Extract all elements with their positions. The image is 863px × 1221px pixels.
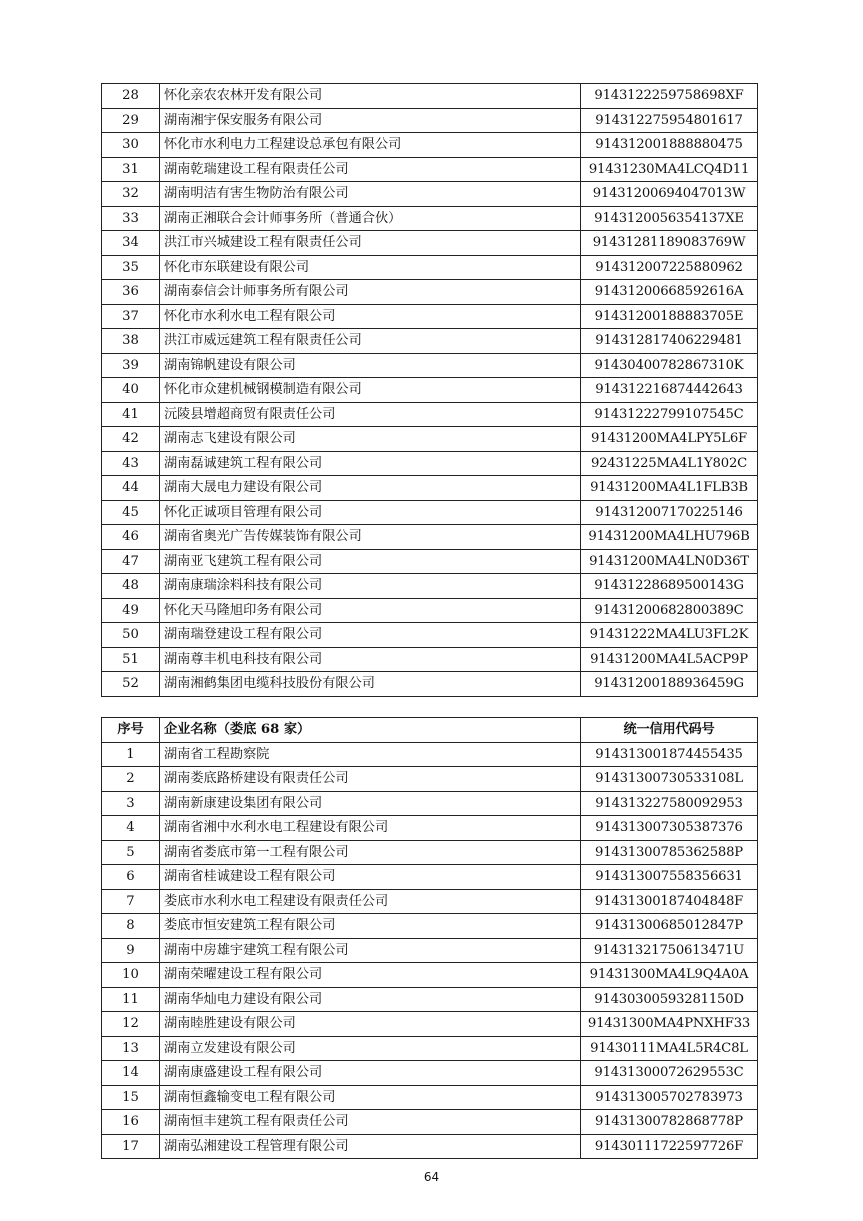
row-company-name: 湖南湘鹤集团电缆科技股份有限公司 bbox=[160, 672, 581, 697]
row-company-name: 怀化市众建机械钢模制造有限公司 bbox=[160, 378, 581, 403]
row-serial: 50 bbox=[102, 623, 160, 648]
row-credit-code: 914313227580092953 bbox=[581, 791, 758, 816]
row-serial: 41 bbox=[102, 402, 160, 427]
row-credit-code: 91430300593281150D bbox=[581, 987, 758, 1012]
table-row bbox=[102, 402, 758, 427]
row-company-name: 湖南磊诚建筑工程有限公司 bbox=[160, 451, 581, 476]
row-serial: 33 bbox=[102, 206, 160, 231]
row-credit-code: 91431200682800389C bbox=[581, 598, 758, 623]
row-company-name: 湖南正湘联合会计师事务所（普通合伙） bbox=[160, 206, 581, 231]
row-company-name: 湖南志飞建设有限公司 bbox=[160, 427, 581, 452]
row-serial: 45 bbox=[102, 500, 160, 525]
header-company-name: 企业名称（娄底 68 家） bbox=[160, 718, 581, 743]
row-serial: 38 bbox=[102, 329, 160, 354]
row-credit-code: 91431200MA4LHU796B bbox=[581, 525, 758, 550]
row-company-name: 湖南明洁有害生物防治有限公司 bbox=[160, 182, 581, 207]
table-row bbox=[102, 133, 758, 158]
row-credit-code: 91431300685012847P bbox=[581, 914, 758, 939]
table-row bbox=[102, 206, 758, 231]
row-serial: 31 bbox=[102, 157, 160, 182]
table-row bbox=[102, 182, 758, 207]
row-serial: 46 bbox=[102, 525, 160, 550]
row-company-name: 湖南睦胜建设有限公司 bbox=[160, 1012, 581, 1037]
row-serial: 2 bbox=[102, 767, 160, 792]
row-serial: 6 bbox=[102, 865, 160, 890]
row-company-name: 湖南瑞登建设工程有限公司 bbox=[160, 623, 581, 648]
row-company-name: 湖南尊丰机电科技有限公司 bbox=[160, 647, 581, 672]
row-serial: 16 bbox=[102, 1110, 160, 1135]
table-row bbox=[102, 963, 758, 988]
row-serial: 28 bbox=[102, 84, 160, 109]
row-company-name: 湖南乾瑞建设工程有限责任公司 bbox=[160, 157, 581, 182]
table-row bbox=[102, 1061, 758, 1086]
table1-body bbox=[102, 84, 758, 697]
row-credit-code: 91431321750613471U bbox=[581, 938, 758, 963]
row-credit-code: 914313005702783973 bbox=[581, 1085, 758, 1110]
row-serial: 52 bbox=[102, 672, 160, 697]
table-row bbox=[102, 914, 758, 939]
table-row bbox=[102, 938, 758, 963]
row-serial: 32 bbox=[102, 182, 160, 207]
table-row bbox=[102, 525, 758, 550]
table-row bbox=[102, 157, 758, 182]
row-credit-code: 91431200MA4LPY5L6F bbox=[581, 427, 758, 452]
row-serial: 7 bbox=[102, 889, 160, 914]
row-credit-code: 92431225MA4L1Y802C bbox=[581, 451, 758, 476]
row-serial: 3 bbox=[102, 791, 160, 816]
row-company-name: 湖南省奥光广告传媒装饰有限公司 bbox=[160, 525, 581, 550]
row-company-name: 湖南荣曜建设工程有限公司 bbox=[160, 963, 581, 988]
row-credit-code: 914313001874455435 bbox=[581, 742, 758, 767]
table-row bbox=[102, 767, 758, 792]
row-company-name: 娄底市水利水电工程建设有限责任公司 bbox=[160, 889, 581, 914]
row-serial: 11 bbox=[102, 987, 160, 1012]
enterprise-table-huaihua bbox=[101, 83, 758, 697]
table-row bbox=[102, 549, 758, 574]
row-serial: 1 bbox=[102, 742, 160, 767]
row-serial: 12 bbox=[102, 1012, 160, 1037]
row-credit-code: 91431200188936459G bbox=[581, 672, 758, 697]
row-company-name: 洪江市兴城建设工程有限责任公司 bbox=[160, 231, 581, 256]
row-serial: 39 bbox=[102, 353, 160, 378]
row-serial: 47 bbox=[102, 549, 160, 574]
table-row bbox=[102, 353, 758, 378]
row-company-name: 湖南康盛建设工程有限公司 bbox=[160, 1061, 581, 1086]
row-company-name: 娄底市恒安建筑工程有限公司 bbox=[160, 914, 581, 939]
table-row bbox=[102, 742, 758, 767]
row-credit-code: 91431200MA4L1FLB3B bbox=[581, 476, 758, 501]
row-credit-code: 91431300MA4PNXHF33 bbox=[581, 1012, 758, 1037]
row-credit-code: 91431230MA4LCQ4D11 bbox=[581, 157, 758, 182]
table2-header bbox=[102, 718, 758, 743]
row-credit-code: 914312007225880962 bbox=[581, 255, 758, 280]
row-company-name: 湖南中房雄宇建筑工程有限公司 bbox=[160, 938, 581, 963]
row-credit-code: 91431200MA4LN0D36T bbox=[581, 549, 758, 574]
row-company-name: 湖南泰信会计师事务所有限公司 bbox=[160, 280, 581, 305]
row-credit-code: 91431300785362588P bbox=[581, 840, 758, 865]
row-credit-code: 91431200694047013W bbox=[581, 182, 758, 207]
row-company-name: 怀化市东联建设有限公司 bbox=[160, 255, 581, 280]
row-credit-code: 914313007558356631 bbox=[581, 865, 758, 890]
row-company-name: 湖南恒丰建筑工程有限责任公司 bbox=[160, 1110, 581, 1135]
row-company-name: 湖南康瑞涂料科技有限公司 bbox=[160, 574, 581, 599]
row-serial: 30 bbox=[102, 133, 160, 158]
row-serial: 14 bbox=[102, 1061, 160, 1086]
row-company-name: 怀化市水利水电工程有限公司 bbox=[160, 304, 581, 329]
row-company-name: 湖南大晟电力建设有限公司 bbox=[160, 476, 581, 501]
row-serial: 8 bbox=[102, 914, 160, 939]
table-row bbox=[102, 231, 758, 256]
table-row bbox=[102, 84, 758, 109]
row-company-name: 怀化天马隆旭印务有限公司 bbox=[160, 598, 581, 623]
row-credit-code: 914312817406229481 bbox=[581, 329, 758, 354]
header-credit-code: 统一信用代码号 bbox=[581, 718, 758, 743]
row-serial: 49 bbox=[102, 598, 160, 623]
table-row bbox=[102, 840, 758, 865]
row-serial: 37 bbox=[102, 304, 160, 329]
row-serial: 36 bbox=[102, 280, 160, 305]
row-serial: 5 bbox=[102, 840, 160, 865]
row-serial: 35 bbox=[102, 255, 160, 280]
row-company-name: 湖南华灿电力建设有限公司 bbox=[160, 987, 581, 1012]
row-credit-code: 91431300072629553C bbox=[581, 1061, 758, 1086]
row-company-name: 湖南锦帆建设有限公司 bbox=[160, 353, 581, 378]
header-row bbox=[102, 718, 758, 743]
row-company-name: 湖南恒鑫输变电工程有限公司 bbox=[160, 1085, 581, 1110]
table-row bbox=[102, 329, 758, 354]
table-row bbox=[102, 791, 758, 816]
row-company-name: 湖南亚飞建筑工程有限公司 bbox=[160, 549, 581, 574]
row-serial: 4 bbox=[102, 816, 160, 841]
table-row bbox=[102, 427, 758, 452]
row-credit-code: 91431228689500143G bbox=[581, 574, 758, 599]
row-serial: 15 bbox=[102, 1085, 160, 1110]
row-credit-code: 914313007305387376 bbox=[581, 816, 758, 841]
row-serial: 13 bbox=[102, 1036, 160, 1061]
row-company-name: 洪江市威远建筑工程有限责任公司 bbox=[160, 329, 581, 354]
table-row bbox=[102, 1085, 758, 1110]
row-serial: 34 bbox=[102, 231, 160, 256]
table-row bbox=[102, 451, 758, 476]
row-credit-code: 914312007170225146 bbox=[581, 500, 758, 525]
row-credit-code: 91431222MA4LU3FL2K bbox=[581, 623, 758, 648]
header-serial: 序号 bbox=[102, 718, 160, 743]
row-serial: 9 bbox=[102, 938, 160, 963]
row-credit-code: 91430111722597726F bbox=[581, 1134, 758, 1159]
table-row bbox=[102, 304, 758, 329]
row-serial: 10 bbox=[102, 963, 160, 988]
row-credit-code: 91431200668592616A bbox=[581, 280, 758, 305]
row-serial: 17 bbox=[102, 1134, 160, 1159]
table2-body bbox=[102, 742, 758, 1159]
table-row bbox=[102, 1110, 758, 1135]
row-credit-code: 91431222799107545C bbox=[581, 402, 758, 427]
row-company-name: 湖南湘宇保安服务有限公司 bbox=[160, 108, 581, 133]
table-row bbox=[102, 598, 758, 623]
row-company-name: 湖南省桂诚建设工程有限公司 bbox=[160, 865, 581, 890]
row-serial: 43 bbox=[102, 451, 160, 476]
row-credit-code: 91431300782868778P bbox=[581, 1110, 758, 1135]
table-row bbox=[102, 623, 758, 648]
table-row bbox=[102, 647, 758, 672]
row-company-name: 湖南省工程勘察院 bbox=[160, 742, 581, 767]
table-row bbox=[102, 574, 758, 599]
table-row bbox=[102, 108, 758, 133]
row-credit-code: 9143120056354137XE bbox=[581, 206, 758, 231]
row-company-name: 湖南立发建设有限公司 bbox=[160, 1036, 581, 1061]
row-credit-code: 914312001888880475 bbox=[581, 133, 758, 158]
row-credit-code: 91430111MA4L5R4C8L bbox=[581, 1036, 758, 1061]
table-row bbox=[102, 1012, 758, 1037]
table-row bbox=[102, 280, 758, 305]
row-credit-code: 9143122259758698XF bbox=[581, 84, 758, 109]
table-row bbox=[102, 255, 758, 280]
row-serial: 51 bbox=[102, 647, 160, 672]
row-serial: 48 bbox=[102, 574, 160, 599]
row-credit-code: 914312216874442643 bbox=[581, 378, 758, 403]
table-row bbox=[102, 672, 758, 697]
row-company-name: 怀化亲农农林开发有限公司 bbox=[160, 84, 581, 109]
row-credit-code: 91431200MA4L5ACP9P bbox=[581, 647, 758, 672]
row-serial: 44 bbox=[102, 476, 160, 501]
table-row bbox=[102, 865, 758, 890]
row-company-name: 湖南娄底路桥建设有限责任公司 bbox=[160, 767, 581, 792]
row-credit-code: 91430400782867310K bbox=[581, 353, 758, 378]
row-company-name: 怀化正诚项目管理有限公司 bbox=[160, 500, 581, 525]
row-company-name: 湖南新康建设集团有限公司 bbox=[160, 791, 581, 816]
row-credit-code: 91431281189083769W bbox=[581, 231, 758, 256]
table-row bbox=[102, 987, 758, 1012]
row-credit-code: 91431200188883705E bbox=[581, 304, 758, 329]
table-row bbox=[102, 1036, 758, 1061]
row-company-name: 湖南省娄底市第一工程有限公司 bbox=[160, 840, 581, 865]
row-company-name: 沅陵县增超商贸有限责任公司 bbox=[160, 402, 581, 427]
table-row bbox=[102, 1134, 758, 1159]
row-serial: 29 bbox=[102, 108, 160, 133]
table-row bbox=[102, 476, 758, 501]
row-serial: 40 bbox=[102, 378, 160, 403]
page-number: 64 bbox=[423, 1170, 440, 1184]
row-credit-code: 91431300730533108L bbox=[581, 767, 758, 792]
row-company-name: 湖南省湘中水利水电工程建设有限公司 bbox=[160, 816, 581, 841]
row-serial: 42 bbox=[102, 427, 160, 452]
table-row bbox=[102, 816, 758, 841]
row-credit-code: 91431300187404848F bbox=[581, 889, 758, 914]
table-row bbox=[102, 378, 758, 403]
enterprise-table-loudi bbox=[101, 717, 758, 1159]
row-credit-code: 91431300MA4L9Q4A0A bbox=[581, 963, 758, 988]
table-row bbox=[102, 889, 758, 914]
row-company-name: 怀化市水利电力工程建设总承包有限公司 bbox=[160, 133, 581, 158]
row-company-name: 湖南弘湘建设工程管理有限公司 bbox=[160, 1134, 581, 1159]
row-credit-code: 914312275954801617 bbox=[581, 108, 758, 133]
table-row bbox=[102, 500, 758, 525]
